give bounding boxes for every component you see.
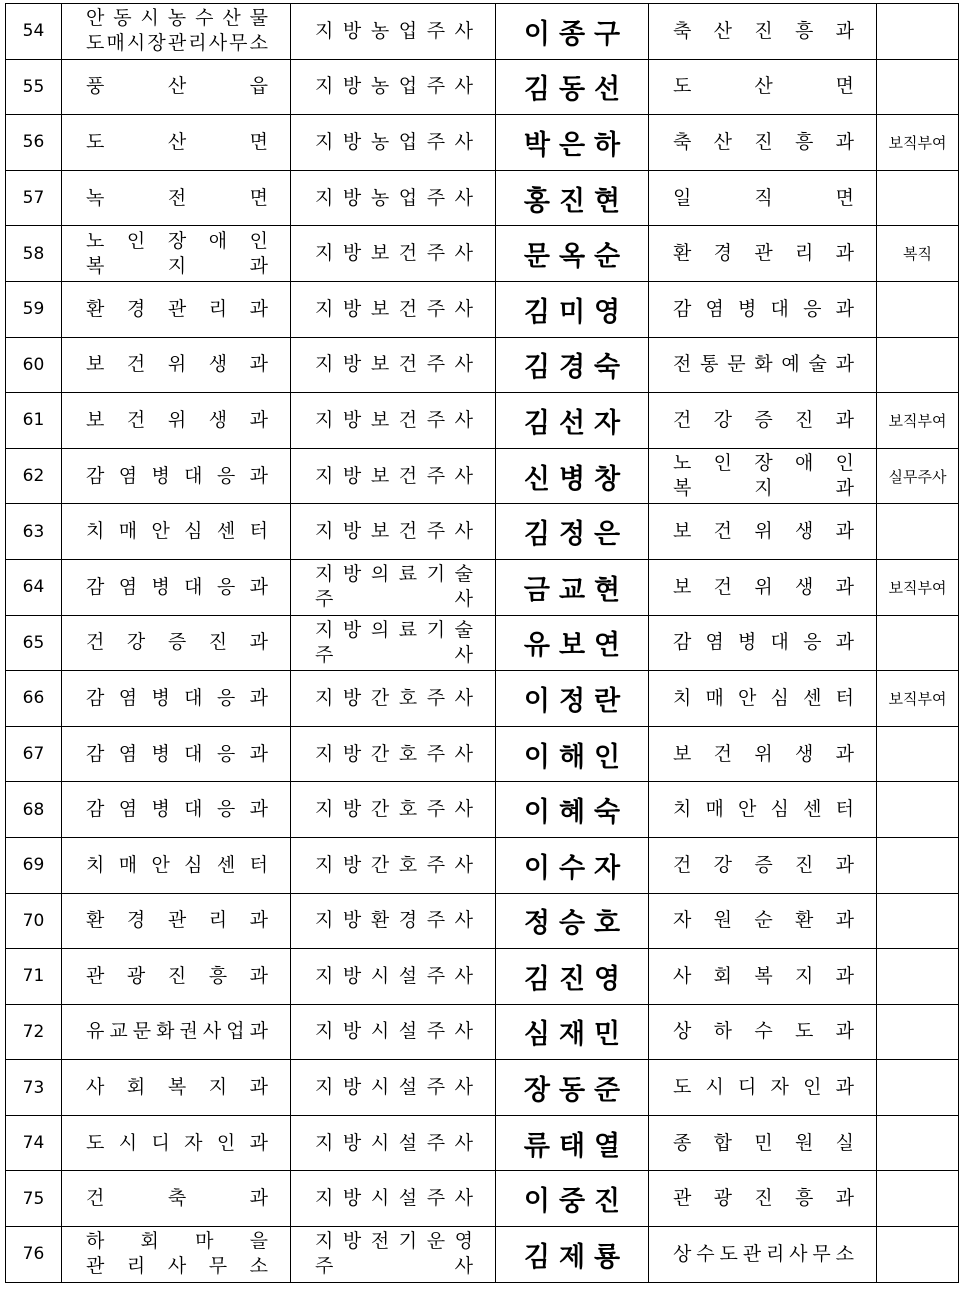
table-row bbox=[6, 949, 959, 1005]
new-department bbox=[649, 4, 877, 60]
employee-name bbox=[496, 504, 649, 560]
previous-department bbox=[62, 448, 291, 504]
employee-name bbox=[496, 893, 649, 949]
previous-department bbox=[62, 615, 291, 671]
new-department bbox=[649, 59, 877, 115]
rank-line: 지 방 시 설 주 사 bbox=[315, 1076, 473, 1099]
new-department bbox=[649, 1171, 877, 1227]
to-line: 사 회 복 지 과 bbox=[673, 964, 854, 987]
employee-name-text: 김정은 bbox=[523, 519, 630, 551]
employee-name bbox=[496, 281, 649, 337]
position-rank bbox=[291, 281, 496, 337]
previous-department bbox=[62, 281, 291, 337]
to-line: 축 산 진 흥 과 bbox=[673, 130, 854, 153]
row-number: 75 bbox=[6, 1171, 62, 1227]
rank-line: 주 사 bbox=[315, 588, 473, 611]
from-line: 풍 산 읍 bbox=[86, 75, 268, 98]
position-rank bbox=[291, 615, 496, 671]
previous-department bbox=[62, 837, 291, 893]
from-line: 복 지 과 bbox=[86, 254, 268, 277]
position-rank bbox=[291, 726, 496, 782]
employee-name-text: 홍진현 bbox=[523, 185, 630, 217]
remark bbox=[877, 504, 959, 560]
new-department bbox=[649, 226, 877, 282]
rank-line: 지 방 간 호 주 사 bbox=[315, 686, 473, 709]
row-number: 56 bbox=[6, 115, 62, 171]
employee-name-text: 금교현 bbox=[523, 574, 630, 606]
employee-name-text: 이정란 bbox=[523, 685, 630, 717]
new-department bbox=[649, 949, 877, 1005]
from-line: 녹 전 면 bbox=[86, 186, 268, 209]
previous-department bbox=[62, 4, 291, 60]
rank-line: 지 방 보 건 주 사 bbox=[315, 297, 473, 320]
previous-department bbox=[62, 782, 291, 838]
rank-line: 지 방 농 업 주 사 bbox=[315, 75, 473, 98]
previous-department bbox=[62, 893, 291, 949]
remark bbox=[877, 726, 959, 782]
from-line: 치 매 안 심 센 터 bbox=[86, 853, 268, 876]
position-rank bbox=[291, 170, 496, 226]
previous-department bbox=[62, 504, 291, 560]
position-rank bbox=[291, 1115, 496, 1171]
new-department bbox=[649, 393, 877, 449]
employee-name bbox=[496, 1115, 649, 1171]
rank-line: 지 방 보 건 주 사 bbox=[315, 464, 473, 487]
remark bbox=[877, 893, 959, 949]
employee-name-text: 이종구 bbox=[523, 18, 630, 50]
table-row bbox=[6, 4, 959, 60]
employee-name bbox=[496, 226, 649, 282]
rank-line: 지 방 간 호 주 사 bbox=[315, 742, 473, 765]
position-rank bbox=[291, 226, 496, 282]
position-rank bbox=[291, 893, 496, 949]
position-rank bbox=[291, 782, 496, 838]
previous-department bbox=[62, 1060, 291, 1116]
row-number: 69 bbox=[6, 837, 62, 893]
new-department bbox=[649, 1004, 877, 1060]
new-department bbox=[649, 782, 877, 838]
to-line: 상 하 수 도 과 bbox=[673, 1020, 854, 1043]
new-department bbox=[649, 115, 877, 171]
remark bbox=[877, 4, 959, 60]
table-row bbox=[6, 170, 959, 226]
from-line: 감 염 병 대 응 과 bbox=[86, 798, 268, 821]
row-number: 70 bbox=[6, 893, 62, 949]
from-line: 유 교 문 화 권 사 업 과 bbox=[86, 1020, 268, 1043]
employee-name-text: 박은하 bbox=[523, 129, 630, 161]
table-row bbox=[6, 226, 959, 282]
to-line: 도 시 디 자 인 과 bbox=[673, 1076, 854, 1099]
row-number: 65 bbox=[6, 615, 62, 671]
rank-line: 지 방 보 건 주 사 bbox=[315, 520, 473, 543]
rank-line: 지 방 전 기 운 영 bbox=[315, 1230, 473, 1253]
to-line: 보 건 위 생 과 bbox=[673, 575, 854, 598]
rank-line: 주 사 bbox=[315, 643, 473, 666]
from-line: 건 강 증 진 과 bbox=[86, 631, 268, 654]
table-row bbox=[6, 337, 959, 393]
previous-department bbox=[62, 671, 291, 727]
employee-name bbox=[496, 4, 649, 60]
rank-line: 지 방 의 료 기 술 bbox=[315, 563, 473, 586]
employee-name bbox=[496, 671, 649, 727]
employee-name-text: 문옥순 bbox=[523, 241, 630, 273]
remark bbox=[877, 1004, 959, 1060]
to-line: 감 염 병 대 응 과 bbox=[673, 297, 854, 320]
employee-name-text: 정승호 bbox=[523, 908, 630, 940]
to-line: 일 직 면 bbox=[673, 186, 854, 209]
table-row bbox=[6, 726, 959, 782]
to-line: 관 광 진 흥 과 bbox=[673, 1187, 854, 1210]
position-rank bbox=[291, 949, 496, 1005]
remark bbox=[877, 1227, 959, 1283]
rank-line: 지 방 보 건 주 사 bbox=[315, 242, 473, 265]
employee-name bbox=[496, 448, 649, 504]
new-department bbox=[649, 837, 877, 893]
row-number: 57 bbox=[6, 170, 62, 226]
employee-name bbox=[496, 1004, 649, 1060]
from-line: 환 경 관 리 과 bbox=[86, 909, 268, 932]
to-line: 도 산 면 bbox=[673, 75, 854, 98]
remark: 보직부여 bbox=[877, 115, 959, 171]
from-line: 도 산 면 bbox=[86, 130, 268, 153]
table-row bbox=[6, 893, 959, 949]
employee-name bbox=[496, 615, 649, 671]
new-department bbox=[649, 893, 877, 949]
rank-line: 지 방 환 경 주 사 bbox=[315, 909, 473, 932]
to-line: 종 합 민 원 실 bbox=[673, 1131, 854, 1154]
employee-name bbox=[496, 837, 649, 893]
row-number: 59 bbox=[6, 281, 62, 337]
row-number: 54 bbox=[6, 4, 62, 60]
from-line: 사 회 복 지 과 bbox=[86, 1076, 268, 1099]
position-rank bbox=[291, 1060, 496, 1116]
position-rank bbox=[291, 1171, 496, 1227]
remark bbox=[877, 170, 959, 226]
from-line: 건 축 과 bbox=[86, 1187, 268, 1210]
from-line: 도 매 시 장 관 리 사 무 소 bbox=[86, 32, 268, 55]
row-number: 64 bbox=[6, 559, 62, 615]
previous-department bbox=[62, 559, 291, 615]
rank-line: 지 방 시 설 주 사 bbox=[315, 964, 473, 987]
new-department bbox=[649, 504, 877, 560]
position-rank bbox=[291, 4, 496, 60]
row-number: 67 bbox=[6, 726, 62, 782]
to-line: 축 산 진 흥 과 bbox=[673, 19, 854, 42]
to-line: 노 인 장 애 인 bbox=[673, 452, 854, 475]
rank-line: 지 방 간 호 주 사 bbox=[315, 798, 473, 821]
position-rank bbox=[291, 504, 496, 560]
row-number: 55 bbox=[6, 59, 62, 115]
new-department bbox=[649, 1227, 877, 1283]
table-row bbox=[6, 393, 959, 449]
position-rank bbox=[291, 393, 496, 449]
rank-line: 지 방 농 업 주 사 bbox=[315, 186, 473, 209]
table-row bbox=[6, 59, 959, 115]
new-department bbox=[649, 1060, 877, 1116]
remark: 복직 bbox=[877, 226, 959, 282]
new-department bbox=[649, 170, 877, 226]
previous-department bbox=[62, 115, 291, 171]
row-number: 74 bbox=[6, 1115, 62, 1171]
row-number: 68 bbox=[6, 782, 62, 838]
previous-department bbox=[62, 1115, 291, 1171]
employee-name-text: 이혜숙 bbox=[523, 797, 630, 829]
remark bbox=[877, 59, 959, 115]
remark bbox=[877, 837, 959, 893]
employee-name-text: 김동선 bbox=[523, 74, 630, 106]
row-number: 71 bbox=[6, 949, 62, 1005]
table-row bbox=[6, 504, 959, 560]
new-department bbox=[649, 559, 877, 615]
employee-name-text: 김경숙 bbox=[523, 352, 630, 384]
employee-name-text: 김제룡 bbox=[523, 1241, 630, 1273]
to-line: 치 매 안 심 센 터 bbox=[673, 798, 854, 821]
to-line: 상 수 도 관 리 사 무 소 bbox=[673, 1242, 854, 1265]
employee-name bbox=[496, 559, 649, 615]
table-row bbox=[6, 559, 959, 615]
from-line: 노 인 장 애 인 bbox=[86, 229, 268, 252]
employee-name bbox=[496, 1060, 649, 1116]
remark: 실무주사 bbox=[877, 448, 959, 504]
rank-line: 지 방 시 설 주 사 bbox=[315, 1020, 473, 1043]
employee-name bbox=[496, 337, 649, 393]
to-line: 전 통 문 화 예 술 과 bbox=[673, 353, 854, 376]
position-rank bbox=[291, 448, 496, 504]
row-number: 61 bbox=[6, 393, 62, 449]
employee-name bbox=[496, 726, 649, 782]
remark bbox=[877, 337, 959, 393]
remark bbox=[877, 281, 959, 337]
employee-name bbox=[496, 59, 649, 115]
from-line: 감 염 병 대 응 과 bbox=[86, 686, 268, 709]
table-row bbox=[6, 115, 959, 171]
table-row bbox=[6, 1115, 959, 1171]
from-line: 하 회 마 을 bbox=[86, 1230, 268, 1253]
previous-department bbox=[62, 170, 291, 226]
employee-name-text: 심재민 bbox=[523, 1019, 630, 1051]
row-number: 73 bbox=[6, 1060, 62, 1116]
employee-name bbox=[496, 115, 649, 171]
table-row bbox=[6, 1004, 959, 1060]
position-rank bbox=[291, 1004, 496, 1060]
employee-name bbox=[496, 949, 649, 1005]
to-line: 건 강 증 진 과 bbox=[673, 853, 854, 876]
position-rank bbox=[291, 559, 496, 615]
from-line: 관 광 진 흥 과 bbox=[86, 964, 268, 987]
previous-department bbox=[62, 393, 291, 449]
from-line: 감 염 병 대 응 과 bbox=[86, 464, 268, 487]
previous-department bbox=[62, 59, 291, 115]
table-row bbox=[6, 671, 959, 727]
employee-name-text: 김미영 bbox=[523, 296, 630, 328]
previous-department bbox=[62, 226, 291, 282]
rank-line: 지 방 시 설 주 사 bbox=[315, 1131, 473, 1154]
row-number: 60 bbox=[6, 337, 62, 393]
table-row bbox=[6, 1060, 959, 1116]
table-row bbox=[6, 837, 959, 893]
remark bbox=[877, 615, 959, 671]
to-line: 자 원 순 환 과 bbox=[673, 909, 854, 932]
row-number: 76 bbox=[6, 1227, 62, 1283]
from-line: 안 동 시 농 수 산 물 bbox=[86, 7, 268, 30]
new-department bbox=[649, 337, 877, 393]
position-rank bbox=[291, 1227, 496, 1283]
table-row bbox=[6, 782, 959, 838]
personnel-roster-table bbox=[5, 3, 959, 1283]
table-row bbox=[6, 281, 959, 337]
from-line: 보 건 위 생 과 bbox=[86, 408, 268, 431]
to-line: 건 강 증 진 과 bbox=[673, 408, 854, 431]
remark: 보직부여 bbox=[877, 671, 959, 727]
roster-body bbox=[6, 4, 959, 1283]
remark: 보직부여 bbox=[877, 393, 959, 449]
rank-line: 지 방 보 건 주 사 bbox=[315, 353, 473, 376]
to-line: 감 염 병 대 응 과 bbox=[673, 631, 854, 654]
new-department bbox=[649, 281, 877, 337]
employee-name bbox=[496, 1171, 649, 1227]
employee-name-text: 유보연 bbox=[523, 630, 630, 662]
previous-department bbox=[62, 949, 291, 1005]
row-number: 58 bbox=[6, 226, 62, 282]
employee-name bbox=[496, 1227, 649, 1283]
from-line: 도 시 디 자 인 과 bbox=[86, 1131, 268, 1154]
row-number: 72 bbox=[6, 1004, 62, 1060]
to-line: 환 경 관 리 과 bbox=[673, 242, 854, 265]
employee-name-text: 신병창 bbox=[523, 463, 630, 495]
remark bbox=[877, 1171, 959, 1227]
from-line: 감 염 병 대 응 과 bbox=[86, 742, 268, 765]
previous-department bbox=[62, 1171, 291, 1227]
rank-line: 지 방 농 업 주 사 bbox=[315, 130, 473, 153]
from-line: 감 염 병 대 응 과 bbox=[86, 575, 268, 598]
employee-name bbox=[496, 170, 649, 226]
new-department bbox=[649, 448, 877, 504]
to-line: 복 지 과 bbox=[673, 477, 854, 500]
from-line: 환 경 관 리 과 bbox=[86, 297, 268, 320]
employee-name-text: 이해인 bbox=[523, 741, 630, 773]
previous-department bbox=[62, 337, 291, 393]
remark bbox=[877, 782, 959, 838]
table-row bbox=[6, 448, 959, 504]
to-line: 보 건 위 생 과 bbox=[673, 520, 854, 543]
rank-line: 지 방 시 설 주 사 bbox=[315, 1187, 473, 1210]
remark: 보직부여 bbox=[877, 559, 959, 615]
remark bbox=[877, 1115, 959, 1171]
previous-department bbox=[62, 1004, 291, 1060]
employee-name-text: 김진영 bbox=[523, 963, 630, 995]
employee-name bbox=[496, 393, 649, 449]
position-rank bbox=[291, 59, 496, 115]
employee-name-text: 장동준 bbox=[523, 1075, 630, 1107]
row-number: 66 bbox=[6, 671, 62, 727]
new-department bbox=[649, 1115, 877, 1171]
previous-department bbox=[62, 1227, 291, 1283]
previous-department bbox=[62, 726, 291, 782]
position-rank bbox=[291, 671, 496, 727]
new-department bbox=[649, 726, 877, 782]
from-line: 보 건 위 생 과 bbox=[86, 353, 268, 376]
employee-name-text: 이수자 bbox=[523, 852, 630, 884]
employee-name-text: 류태열 bbox=[523, 1130, 630, 1162]
position-rank bbox=[291, 115, 496, 171]
rank-line: 지 방 농 업 주 사 bbox=[315, 19, 473, 42]
from-line: 관 리 사 무 소 bbox=[86, 1255, 268, 1278]
to-line: 치 매 안 심 센 터 bbox=[673, 686, 854, 709]
remark bbox=[877, 949, 959, 1005]
table-row bbox=[6, 615, 959, 671]
from-line: 치 매 안 심 센 터 bbox=[86, 520, 268, 543]
rank-line: 지 방 간 호 주 사 bbox=[315, 853, 473, 876]
rank-line: 지 방 의 료 기 술 bbox=[315, 618, 473, 641]
table-row bbox=[6, 1171, 959, 1227]
employee-name-text: 김선자 bbox=[523, 407, 630, 439]
new-department bbox=[649, 671, 877, 727]
rank-line: 주 사 bbox=[315, 1255, 473, 1278]
position-rank bbox=[291, 837, 496, 893]
employee-name-text: 이중진 bbox=[523, 1186, 630, 1218]
to-line: 보 건 위 생 과 bbox=[673, 742, 854, 765]
employee-name bbox=[496, 782, 649, 838]
new-department bbox=[649, 615, 877, 671]
remark bbox=[877, 1060, 959, 1116]
rank-line: 지 방 보 건 주 사 bbox=[315, 408, 473, 431]
table-row bbox=[6, 1227, 959, 1283]
position-rank bbox=[291, 337, 496, 393]
row-number: 63 bbox=[6, 504, 62, 560]
row-number: 62 bbox=[6, 448, 62, 504]
